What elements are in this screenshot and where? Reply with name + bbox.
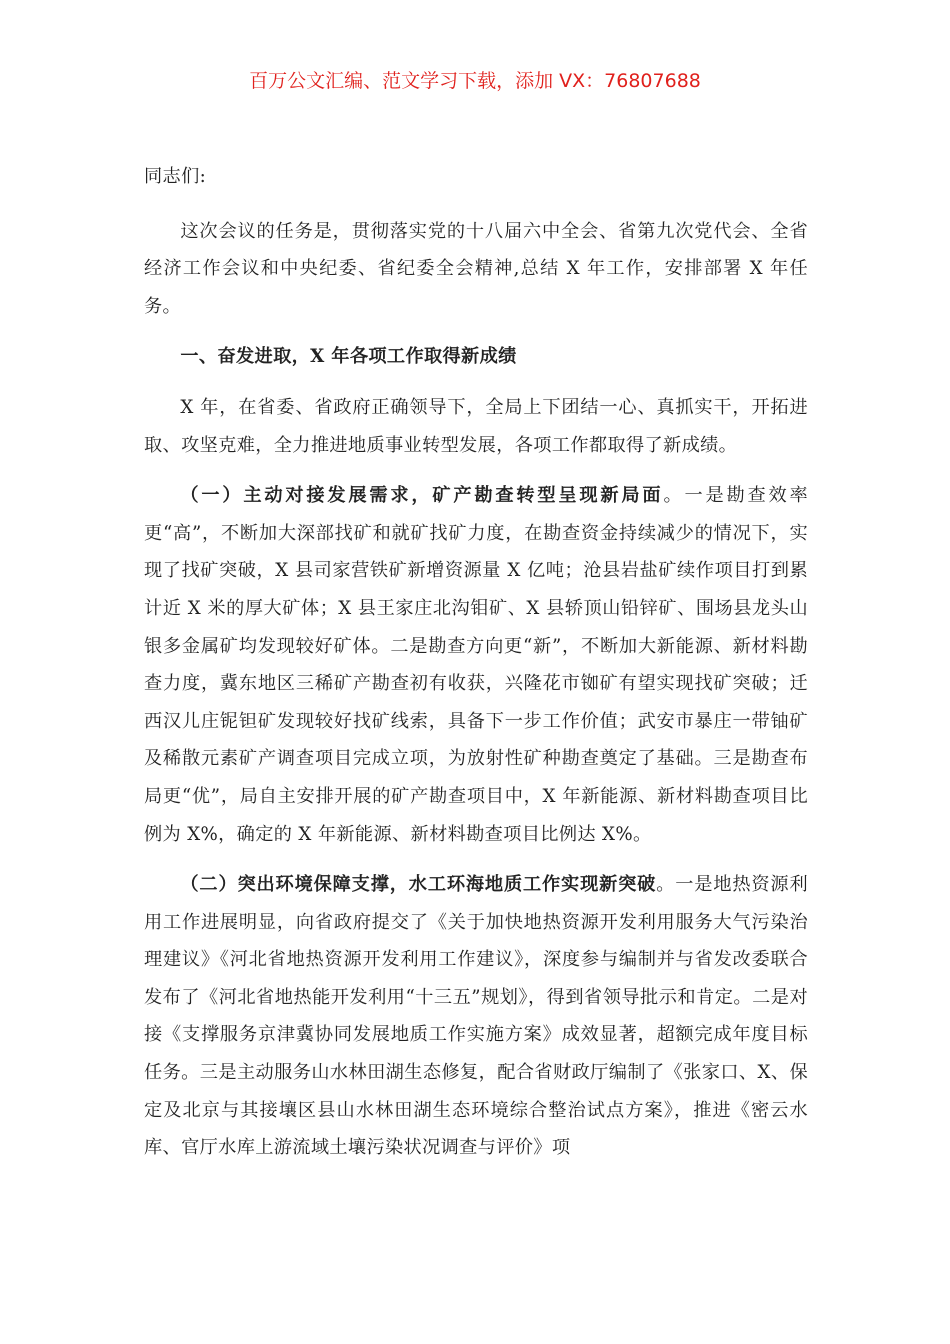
document-body [144, 158, 808, 1180]
item-2-lead: （二）突出环境保障支撑，水工环海地质工作实现新突破 [180, 874, 657, 896]
item-1-text: 。一是勘查效率更“高”，不断加大深部找矿和就矿找矿力度，在勘查资金持续减少的情况下，实现了找矿突破，X 县司家营铁矿新增资源量 X 亿吨；沧县岩盐矿续作项目打到累计近 X 米的厚大矿体；X 县王家庄北沟钼矿、X 县轿顶山铅锌矿、围场县龙头山银多金属矿均发现较好矿体。二是勘查方向更“新”，不断加大新能源、新材料勘查力度，冀东地区三稀矿产勘查初有收获，兴隆花市铷矿有望实现找矿突破；迁西汉儿庄铌钽矿发现较好找矿线索，具备下一步工作价值；武安市暴庄一带铀矿及稀散元素矿产调查项目完成立项，为放射性矿种勘查奠定了基础。三是勘查布局更“优”，局自主安排开展的矿产勘查项目中，X 年新能源、新材料勘查项目比例为 X%，确定的 X 年新能源、新材料勘查项目比例达 X%。 [144, 485, 808, 845]
section-summary-paragraph: X 年，在省委、省政府正确领导下，全局上下团结一心、真抓实干，开拓进取、攻坚克难，全力推进地质事业转型发展，各项工作都取得了新成绩。 [144, 396, 808, 456]
intro-paragraph: 这次会议的任务是，贯彻落实党的十八届六中全会、省第九次党代会、全省经济工作会议和中央纪委、省纪委全会精神,总结 X 年工作，安排部署 X 年任务。 [144, 220, 808, 317]
item-paragraph-2 [144, 866, 808, 1167]
salutation: 同志们: [144, 166, 207, 187]
item-1-lead: （一）主动对接发展需求，矿产勘查转型呈现新局面 [180, 485, 664, 507]
section-heading: 一、奋发进取，X 年各项工作取得新成绩 [180, 346, 517, 368]
item-paragraph-1 [144, 477, 808, 853]
item-2-text: 。一是地热资源利用工作进展明显，向省政府提交了《关于加快地热资源开发利用服务大气污染治理建议》《河北省地热资源开发利用工作建议》，深度参与编制并与省发改委联合发布了《河北省地热能开发利用“十三五”规划》，得到省领导批示和肯定。二是对接《支撑服务京津冀协同发展地质工作实施方案》成效显著，超额完成年度目标任务。三是主动服务山水林田湖生态修复，配合省财政厅编制了《张家口、X、保定及北京与其接壤区县山水林田湖生态环境综合整治试点方案》，推进《密云水库、官厅水库上游流域土壤污染状况调查与评价》项 [144, 874, 808, 1159]
promo-header: 百万公文汇编、范文学习下载，添加 VX：76807688 [249, 70, 701, 92]
